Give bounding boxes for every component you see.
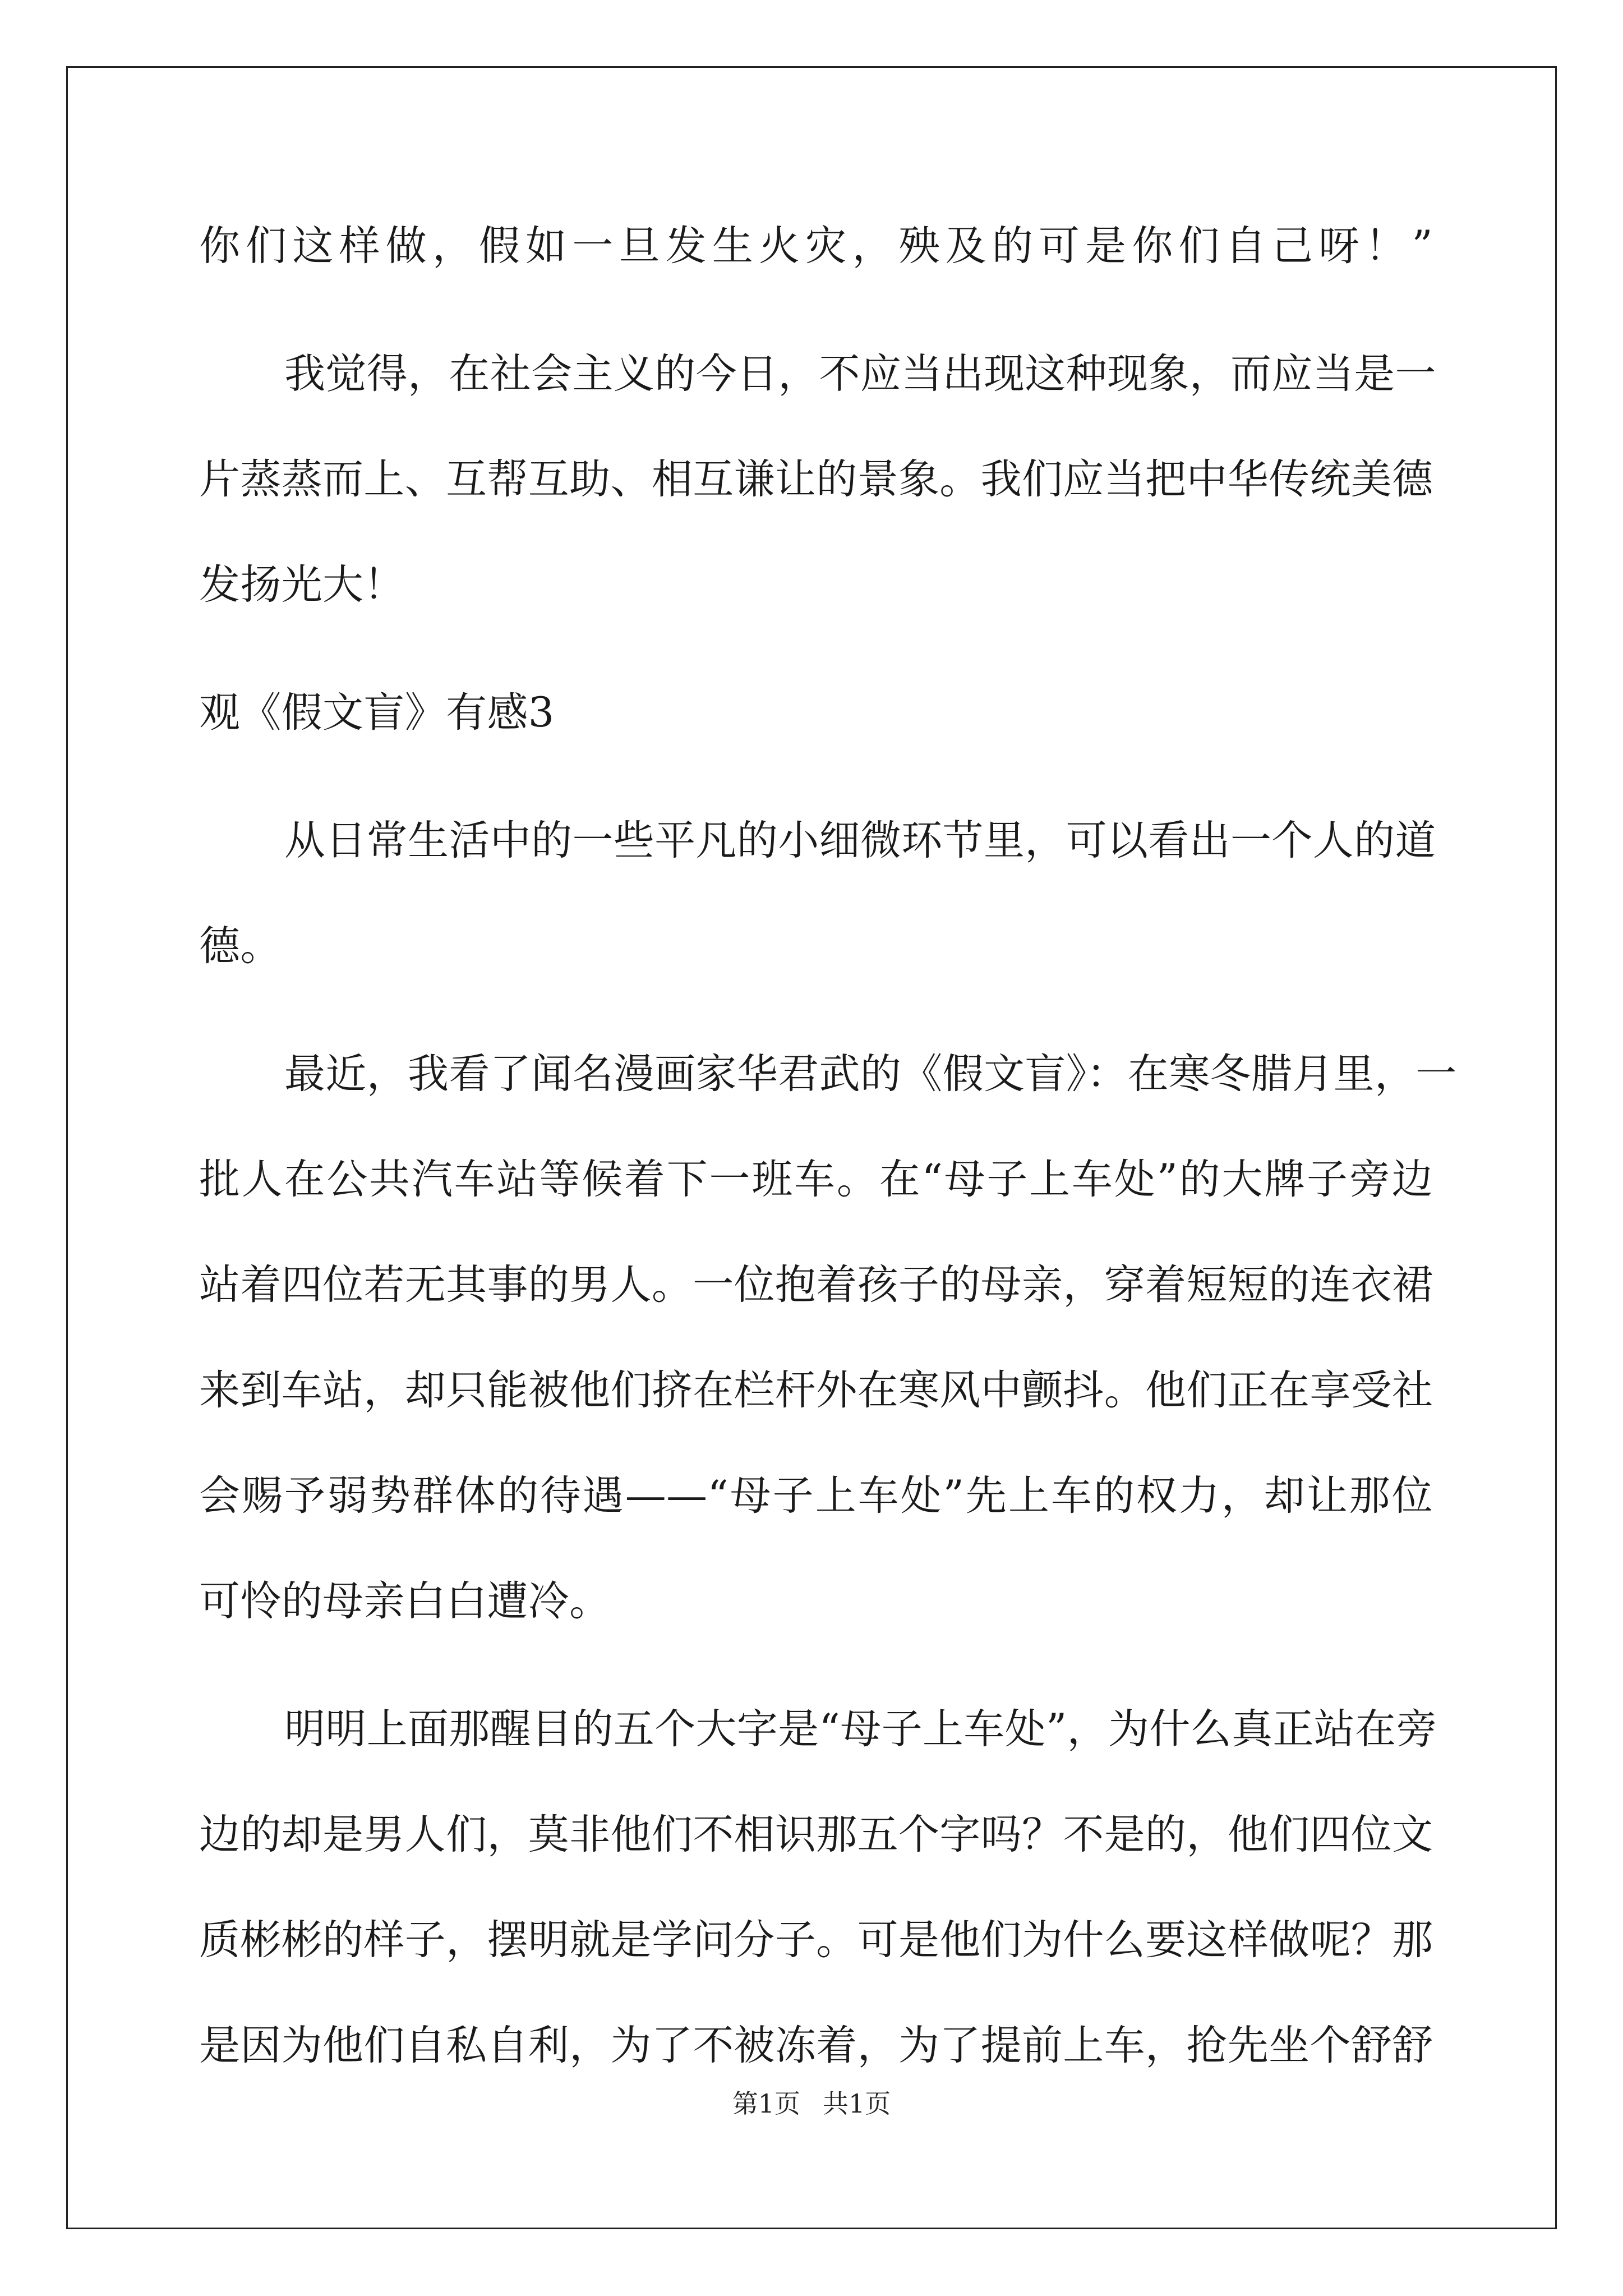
paragraph-line: 会赐予弱势群体的待遇——“母子上车处”先上车的权力，却让那位 xyxy=(199,1472,1433,1520)
paragraph-line: 从日常生活中的一些平凡的小细微环节里，可以看出一个人的道 xyxy=(284,817,1436,864)
section-heading: 观《假文盲》有感3 xyxy=(199,689,555,737)
paragraph-line: 片蒸蒸而上、互帮互助、相互谦让的景象。我们应当把中华传统美德 xyxy=(199,455,1433,503)
page-total: 共1页 xyxy=(823,2088,891,2119)
paragraph-line: 批人在公共汽车站等候着下一班车。在“母子上车处”的大牌子旁边 xyxy=(199,1156,1433,1203)
document-body xyxy=(199,194,1457,2099)
paragraph-line: 最近，我看了闻名漫画家华君武的《假文盲》：在寒冬腊月里，一 xyxy=(284,1050,1457,1098)
paragraph-line: 德。 xyxy=(199,922,282,970)
paragraph-line: 明明上面那醒目的五个大字是“母子上车处”，为什么真正站在旁 xyxy=(284,1705,1437,1753)
paragraph-line: 来到车站，却只能被他们挤在栏杆外在寒风中颤抖。他们正在享受社 xyxy=(199,1366,1433,1414)
paragraph-line: 是因为他们自私自利，为了不被冻着，为了提前上车，抢先坐个舒舒 xyxy=(199,2022,1433,2069)
page-footer xyxy=(0,2087,1623,2120)
paragraph-line: 可怜的母亲白白遭冷。 xyxy=(199,1577,611,1625)
paragraph-line: 质彬彬的样子，摆明就是学问分子。可是他们为什么要这样做呢？那 xyxy=(199,1916,1433,1964)
paragraph-line: 发扬光大！ xyxy=(199,561,405,609)
page-number: 第1页 xyxy=(732,2088,800,2119)
paragraph-line: 边的却是男人们，莫非他们不相识那五个字吗？不是的，他们四位文 xyxy=(199,1811,1433,1858)
paragraph-line: 站着四位若无其事的男人。一位抱着孩子的母亲，穿着短短的连衣裙 xyxy=(199,1261,1433,1309)
paragraph-line: 你们这样做，假如一旦发生火灾，殃及的可是你们自己呀！” xyxy=(199,222,1433,270)
paragraph-line: 我觉得，在社会主义的今日，不应当出现这种现象，而应当是一 xyxy=(284,350,1436,398)
